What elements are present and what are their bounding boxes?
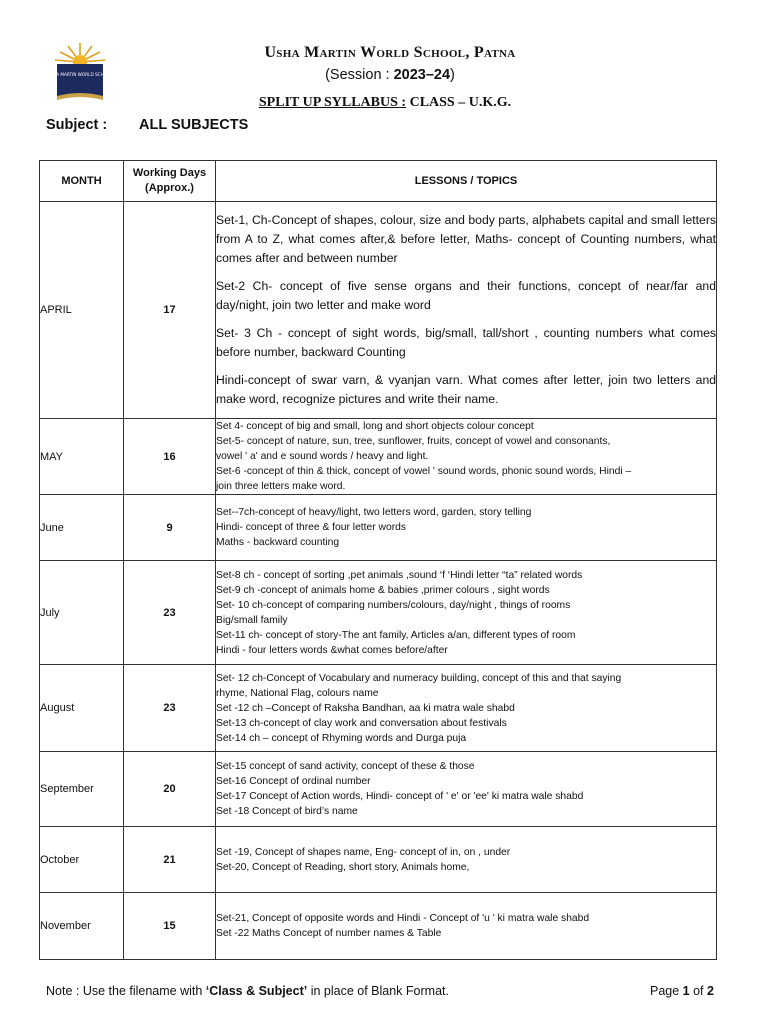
note-prefix: Note : Use the filename with [46, 984, 206, 998]
lessons-cell [216, 202, 717, 419]
note-bold: ‘Class & Subject’ [205, 984, 308, 998]
table-row [40, 561, 717, 665]
lesson-line: Set-15 concept of sand activity, concept of these & those [216, 761, 475, 772]
table-row [40, 893, 717, 960]
lesson-line: Set-13 ch-concept of clay work and conversation about festivals [216, 717, 507, 729]
syllabus-heading [200, 95, 570, 111]
lesson-paragraph: Hindi-concept of swar varn, & vyanjan varn. What comes after letter, join two letters and make word, recognize pictures and write their name. [216, 373, 716, 406]
subject-label: Subject : [46, 117, 108, 133]
lessons-cell [216, 752, 717, 827]
class-label: CLASS – U.K.G. [406, 95, 512, 110]
lessons-cell [216, 893, 717, 960]
logo-text: USHA MARTIN WORLD SCHOOL [47, 72, 113, 77]
working-days-header [124, 161, 216, 202]
lessons-cell [216, 419, 717, 495]
month-cell: August [40, 665, 124, 752]
lesson-line: Set- 10 ch-concept of comparing numbers/colours, day/night , things of rooms [216, 599, 571, 611]
lessons-header: LESSONS / TOPICS [216, 161, 717, 202]
lesson-paragraph: Set-1, Ch-Concept of shapes, colour, size and body parts, alphabets capital and small letters from A to Z, what comes after,& before letter, Maths- concept of Counting numbers, what comes after and between number [216, 213, 716, 265]
days-cell: 20 [124, 752, 216, 827]
lesson-line: Maths - backward counting [216, 537, 340, 548]
split-label: SPLIT UP SYLLABUS : [258, 95, 407, 110]
month-cell: September [40, 752, 124, 827]
days-cell: 15 [124, 893, 216, 960]
table-row [40, 827, 717, 893]
lesson-line: Set-14 ch – concept of Rhyming words and Durga puja [216, 732, 467, 744]
table-row [40, 202, 717, 419]
table-row [40, 419, 717, 495]
page-prefix: Page [650, 984, 683, 998]
lesson-line: Set-8 ch - concept of sorting ,pet animals ,sound ‘f ‘Hindi letter “ta” related words [216, 569, 583, 581]
days-cell: 23 [124, 561, 216, 665]
lesson-line: Set -22 Maths Concept of number names & Table [216, 928, 442, 939]
days-cell: 23 [124, 665, 216, 752]
table-row [40, 752, 717, 827]
page-current: 1 [682, 984, 690, 998]
note-suffix: in place of Blank Format. [307, 984, 449, 998]
lesson-line: Set--7ch-concept of heavy/light, two letters word, garden, story telling [216, 507, 532, 518]
session-prefix: (Session : [325, 67, 394, 83]
month-cell: APRIL [40, 202, 124, 419]
lesson-line: Set -12 ch –Concept of Raksha Bandhan, aa ki matra wale shabd [216, 702, 515, 714]
lesson-line: Hindi- concept of three & four letter words [216, 522, 407, 533]
lesson-line: vowel ' a' and e sound words / heavy and light. [216, 451, 429, 462]
school-name: Usha Martin World School, Patna [264, 44, 516, 61]
days-cell: 16 [124, 419, 216, 495]
month-cell: MAY [40, 419, 124, 495]
month-cell: October [40, 827, 124, 893]
table-row [40, 665, 717, 752]
lesson-line: Set-20, Concept of Reading, short story, Animals home, [216, 861, 470, 873]
lesson-line: Set- 12 ch-Concept of Vocabulary and numeracy building, concept of this and that saying [216, 672, 622, 684]
lesson-paragraph: Set-2 Ch- concept of five sense organs and their functions, concept of near/far and day/night, join two letter and make word [216, 279, 716, 312]
lesson-line: join three letters make word. [216, 481, 346, 492]
session-year: 2023–24 [393, 67, 451, 83]
month-cell: July [40, 561, 124, 665]
school-logo [47, 40, 113, 104]
lesson-line: Big/small family [216, 614, 288, 626]
lessons-cell [216, 561, 717, 665]
days-cell: 9 [124, 495, 216, 561]
lesson-line: Set -18 Concept of bird’s name [216, 806, 358, 817]
session-suffix: ) [450, 67, 455, 83]
month-cell: November [40, 893, 124, 960]
days-cell: 21 [124, 827, 216, 893]
lesson-line: Set-16 Concept of ordinal number [216, 776, 371, 787]
lesson-line: Set-11 ch- concept of story-The ant family, Articles a/an, different types of room [216, 629, 576, 641]
month-header: MONTH [40, 161, 124, 202]
page-of: of [689, 984, 707, 998]
lesson-line: Set -19, Concept of shapes name, Eng- concept of in, on , under [216, 846, 511, 858]
lesson-line: Set-6 -concept of thin & thick, concept of vowel ' sound words, phonic sound words, Hindi – [216, 466, 632, 477]
lesson-line: Set-5- concept of nature, sun, tree, sunflower, fruits, concept of vowel and consonants, [216, 436, 611, 447]
lesson-line: rhyme, National Flag, colours name [216, 687, 379, 699]
lessons-cell [216, 665, 717, 752]
month-cell: June [40, 495, 124, 561]
lessons-cell [216, 827, 717, 893]
syllabus-table [39, 160, 717, 960]
footer-note [46, 984, 449, 998]
lesson-line: Set-17 Concept of Action words, Hindi- concept of ' e' or 'ee' ki matra wale shabd [216, 791, 584, 802]
subject-value: ALL SUBJECTS [139, 117, 249, 133]
lesson-paragraph: Set- 3 Ch - concept of sight words, big/small, tall/short , counting numbers what comes before number, backward Counting [216, 326, 716, 359]
days-cell: 17 [124, 202, 216, 419]
lesson-line: Set 4- concept of big and small, long and short objects colour concept [216, 421, 534, 432]
lesson-line: Set-9 ch -concept of animals home & babies ,primer colours , sight words [216, 584, 550, 596]
working-days-header-line2: (Approx.) [145, 182, 194, 194]
page-total: 2 [707, 984, 714, 998]
working-days-header-line1: Working Days [132, 167, 207, 179]
table-header-row [40, 161, 717, 202]
lesson-line: Hindi - four letters words &what comes before/after [216, 644, 448, 656]
lesson-line: Set-21, Concept of opposite words and Hindi - Concept of 'u ' ki matra wale shabd [216, 913, 590, 924]
lessons-cell [216, 495, 717, 561]
session-line [190, 67, 590, 83]
table-row [40, 495, 717, 561]
page-number [650, 984, 714, 998]
